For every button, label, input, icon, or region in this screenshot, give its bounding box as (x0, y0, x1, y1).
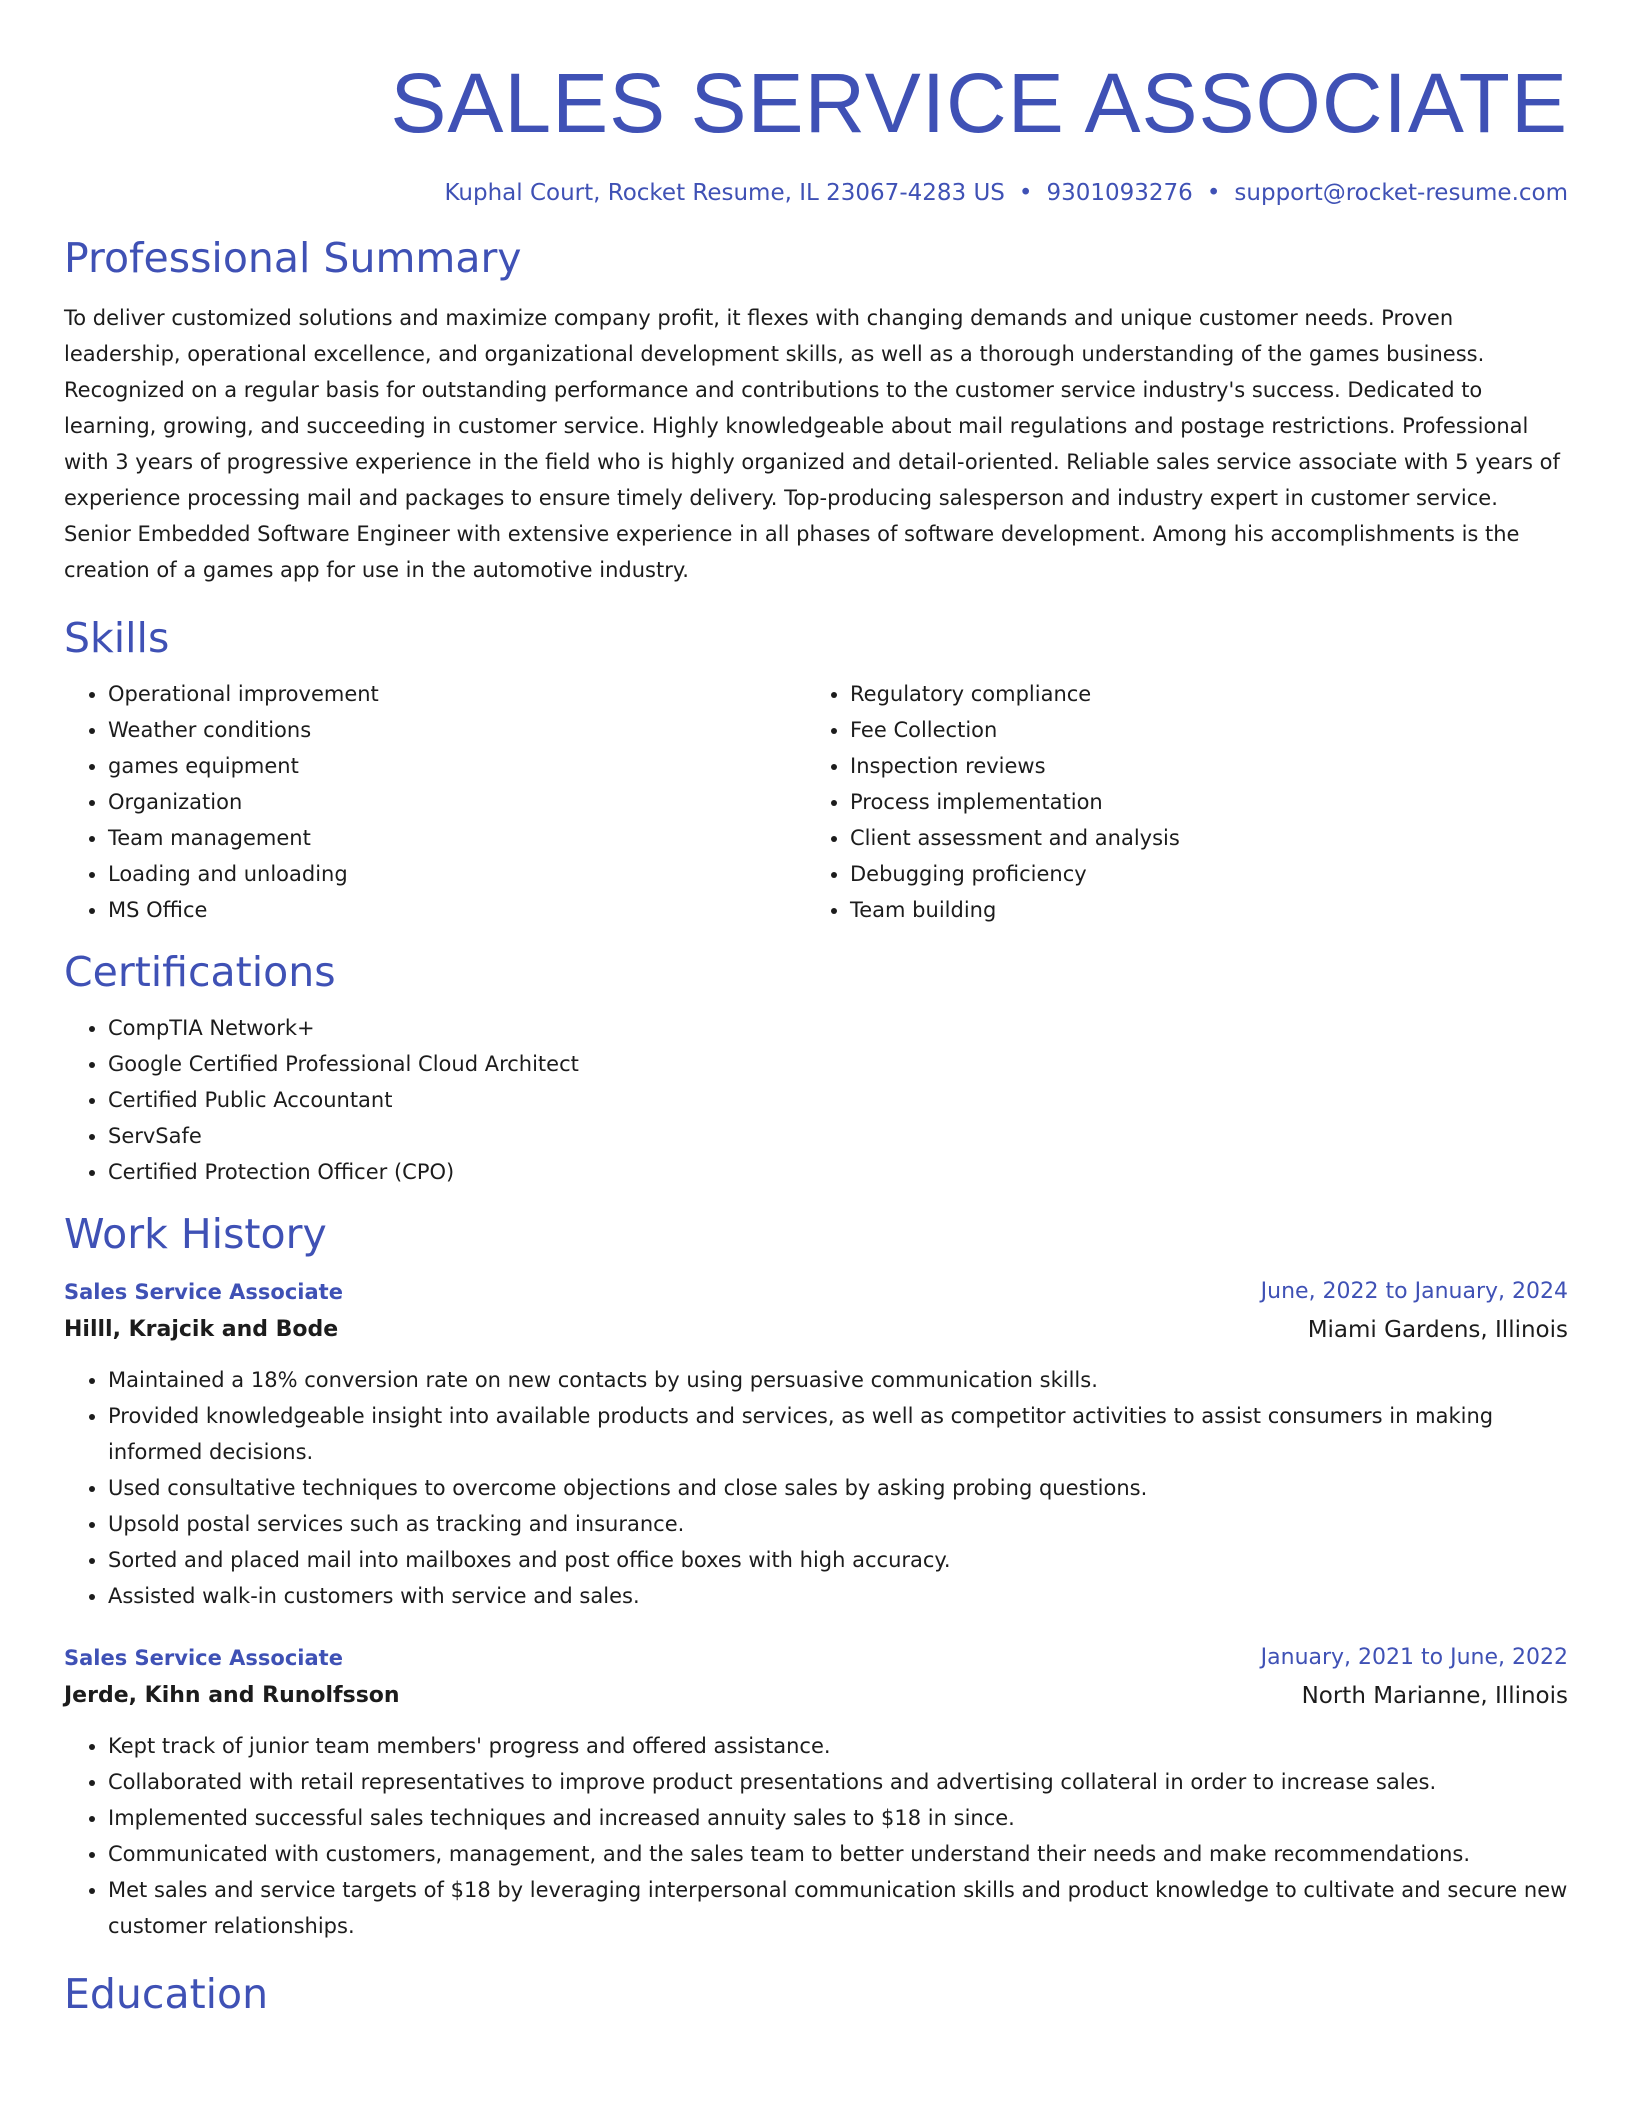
skill-item: • Organization (108, 784, 806, 820)
certification-item: • Certified Protection Officer (CPO) (108, 1154, 1568, 1190)
job-bullet: • Maintained a 18% conversion rate on new contacts by using persuasive communication skills. (108, 1362, 1568, 1398)
skills-heading: Skills (64, 614, 170, 662)
job-bullet: • Collaborated with retail representatives to improve product presentations and advertising collateral in order to increase sales. (108, 1764, 1568, 1800)
contact-line (64, 178, 1568, 208)
job-bullets (64, 1728, 1568, 1944)
skills-column-left (64, 676, 806, 928)
resume-header (64, 0, 1568, 208)
summary-text: To deliver customized solutions and maximize company profit, it flexes with changing demands and unique customer needs. Proven leadership, operational excellence, and organizational development skills, as well as a thorough understanding of the games business. Recognized on a regular basis for outstanding performance and contributions to the customer service industry's success. Dedicated to learning, growing, and succeeding in customer service. Highly knowledgeable about mail regulations and postage restrictions. Professional with 3 years of progressive experience in the field who is highly organized and detail-oriented. Reliable sales service associate with 5 years of experience processing mail and packages to ensure timely delivery. Top-producing salesperson and industry expert in customer service. Senior Embedded Software Engineer with extensive experience in all phases of software development. Among his accomplishments is the creation of a games app for use in the automotive industry. (64, 306, 1560, 582)
contact-address: Kuphal Court, Rocket Resume, IL 23067-4283 US (444, 180, 1005, 206)
skill-item: • Loading and unloading (108, 856, 806, 892)
skill-item: • Process implementation (850, 784, 1548, 820)
job-bullet: • Used consultative techniques to overcome objections and close sales by asking probing questions. (108, 1470, 1568, 1506)
job-dates: January, 2021 to June, 2022 (1260, 1645, 1568, 1670)
job-entry (64, 1640, 1568, 1944)
skills-grid (64, 676, 1568, 928)
contact-phone: 9301093276 (1046, 180, 1193, 206)
skills-column-right (806, 676, 1548, 928)
job-company: Hilll, Krajcik and Bode (64, 1317, 339, 1342)
job-role: Sales Service Associate (64, 1280, 343, 1304)
education-heading: Education (64, 1970, 269, 2018)
certification-item: • CompTIA Network+ (108, 1010, 1568, 1046)
job-bullet: • Sorted and placed mail into mailboxes and post office boxes with high accuracy. (108, 1542, 1568, 1578)
skill-item: • MS Office (108, 892, 806, 928)
skill-item: • Team building (850, 892, 1548, 928)
resume-title: SALES SERVICE ASSOCIATE (390, 56, 1568, 150)
skill-item: • Regulatory compliance (850, 676, 1548, 712)
job-entry (64, 1274, 1568, 1614)
job-bullets (64, 1362, 1568, 1614)
certification-item: • Certified Public Accountant (108, 1082, 1568, 1118)
job-location: North Marianne, Illinois (1301, 1683, 1568, 1709)
skill-item: • Debugging proficiency (850, 856, 1548, 892)
job-title-row (64, 1274, 1568, 1310)
job-dates: June, 2022 to January, 2024 (1260, 1279, 1568, 1304)
skill-item: • Weather conditions (108, 712, 806, 748)
certifications-heading: Certifications (64, 948, 336, 996)
job-bullet: • Met sales and service targets of $18 by leveraging interpersonal communication skills and product knowledge to cultivate and secure new customer relationships. (108, 1872, 1568, 1944)
skill-item: • Fee Collection (850, 712, 1548, 748)
skill-item: • Team management (108, 820, 806, 856)
job-title-row (64, 1640, 1568, 1676)
certifications-list (64, 1010, 1568, 1190)
skill-item: • games equipment (108, 748, 806, 784)
job-location: Miami Gardens, Illinois (1307, 1317, 1568, 1343)
certification-item: • Google Certified Professional Cloud Architect (108, 1046, 1568, 1082)
job-bullet: • Provided knowledgeable insight into available products and services, as well as competitor activities to assist consumers in making informed decisions. (108, 1398, 1568, 1470)
summary-heading: Professional Summary (64, 234, 522, 282)
skills-list-right (806, 676, 1548, 928)
job-bullet: • Assisted walk-in customers with service and sales. (108, 1578, 1568, 1614)
job-company-row (64, 1310, 1568, 1350)
job-role: Sales Service Associate (64, 1646, 343, 1670)
skill-item: • Client assessment and analysis (850, 820, 1548, 856)
job-company: Jerde, Kihn and Runolfsson (64, 1683, 400, 1708)
job-bullet: • Kept track of junior team members' progress and offered assistance. (108, 1728, 1568, 1764)
contact-separator: • (1206, 180, 1221, 206)
job-company-row (64, 1676, 1568, 1716)
work-history-heading: Work History (64, 1210, 327, 1258)
contact-separator: • (1018, 180, 1033, 206)
certification-item: • ServSafe (108, 1118, 1568, 1154)
job-bullet: • Upsold postal services such as tracking and insurance. (108, 1506, 1568, 1542)
job-bullet: • Implemented successful sales techniques and increased annuity sales to $18 in since. (108, 1800, 1568, 1836)
skills-list-left (64, 676, 806, 928)
skill-item: • Inspection reviews (850, 748, 1548, 784)
contact-email[interactable]: support@rocket-resume.com (1234, 180, 1568, 206)
job-bullet: • Communicated with customers, management, and the sales team to better understand their needs and make recommendations. (108, 1836, 1568, 1872)
skill-item: • Operational improvement (108, 676, 806, 712)
